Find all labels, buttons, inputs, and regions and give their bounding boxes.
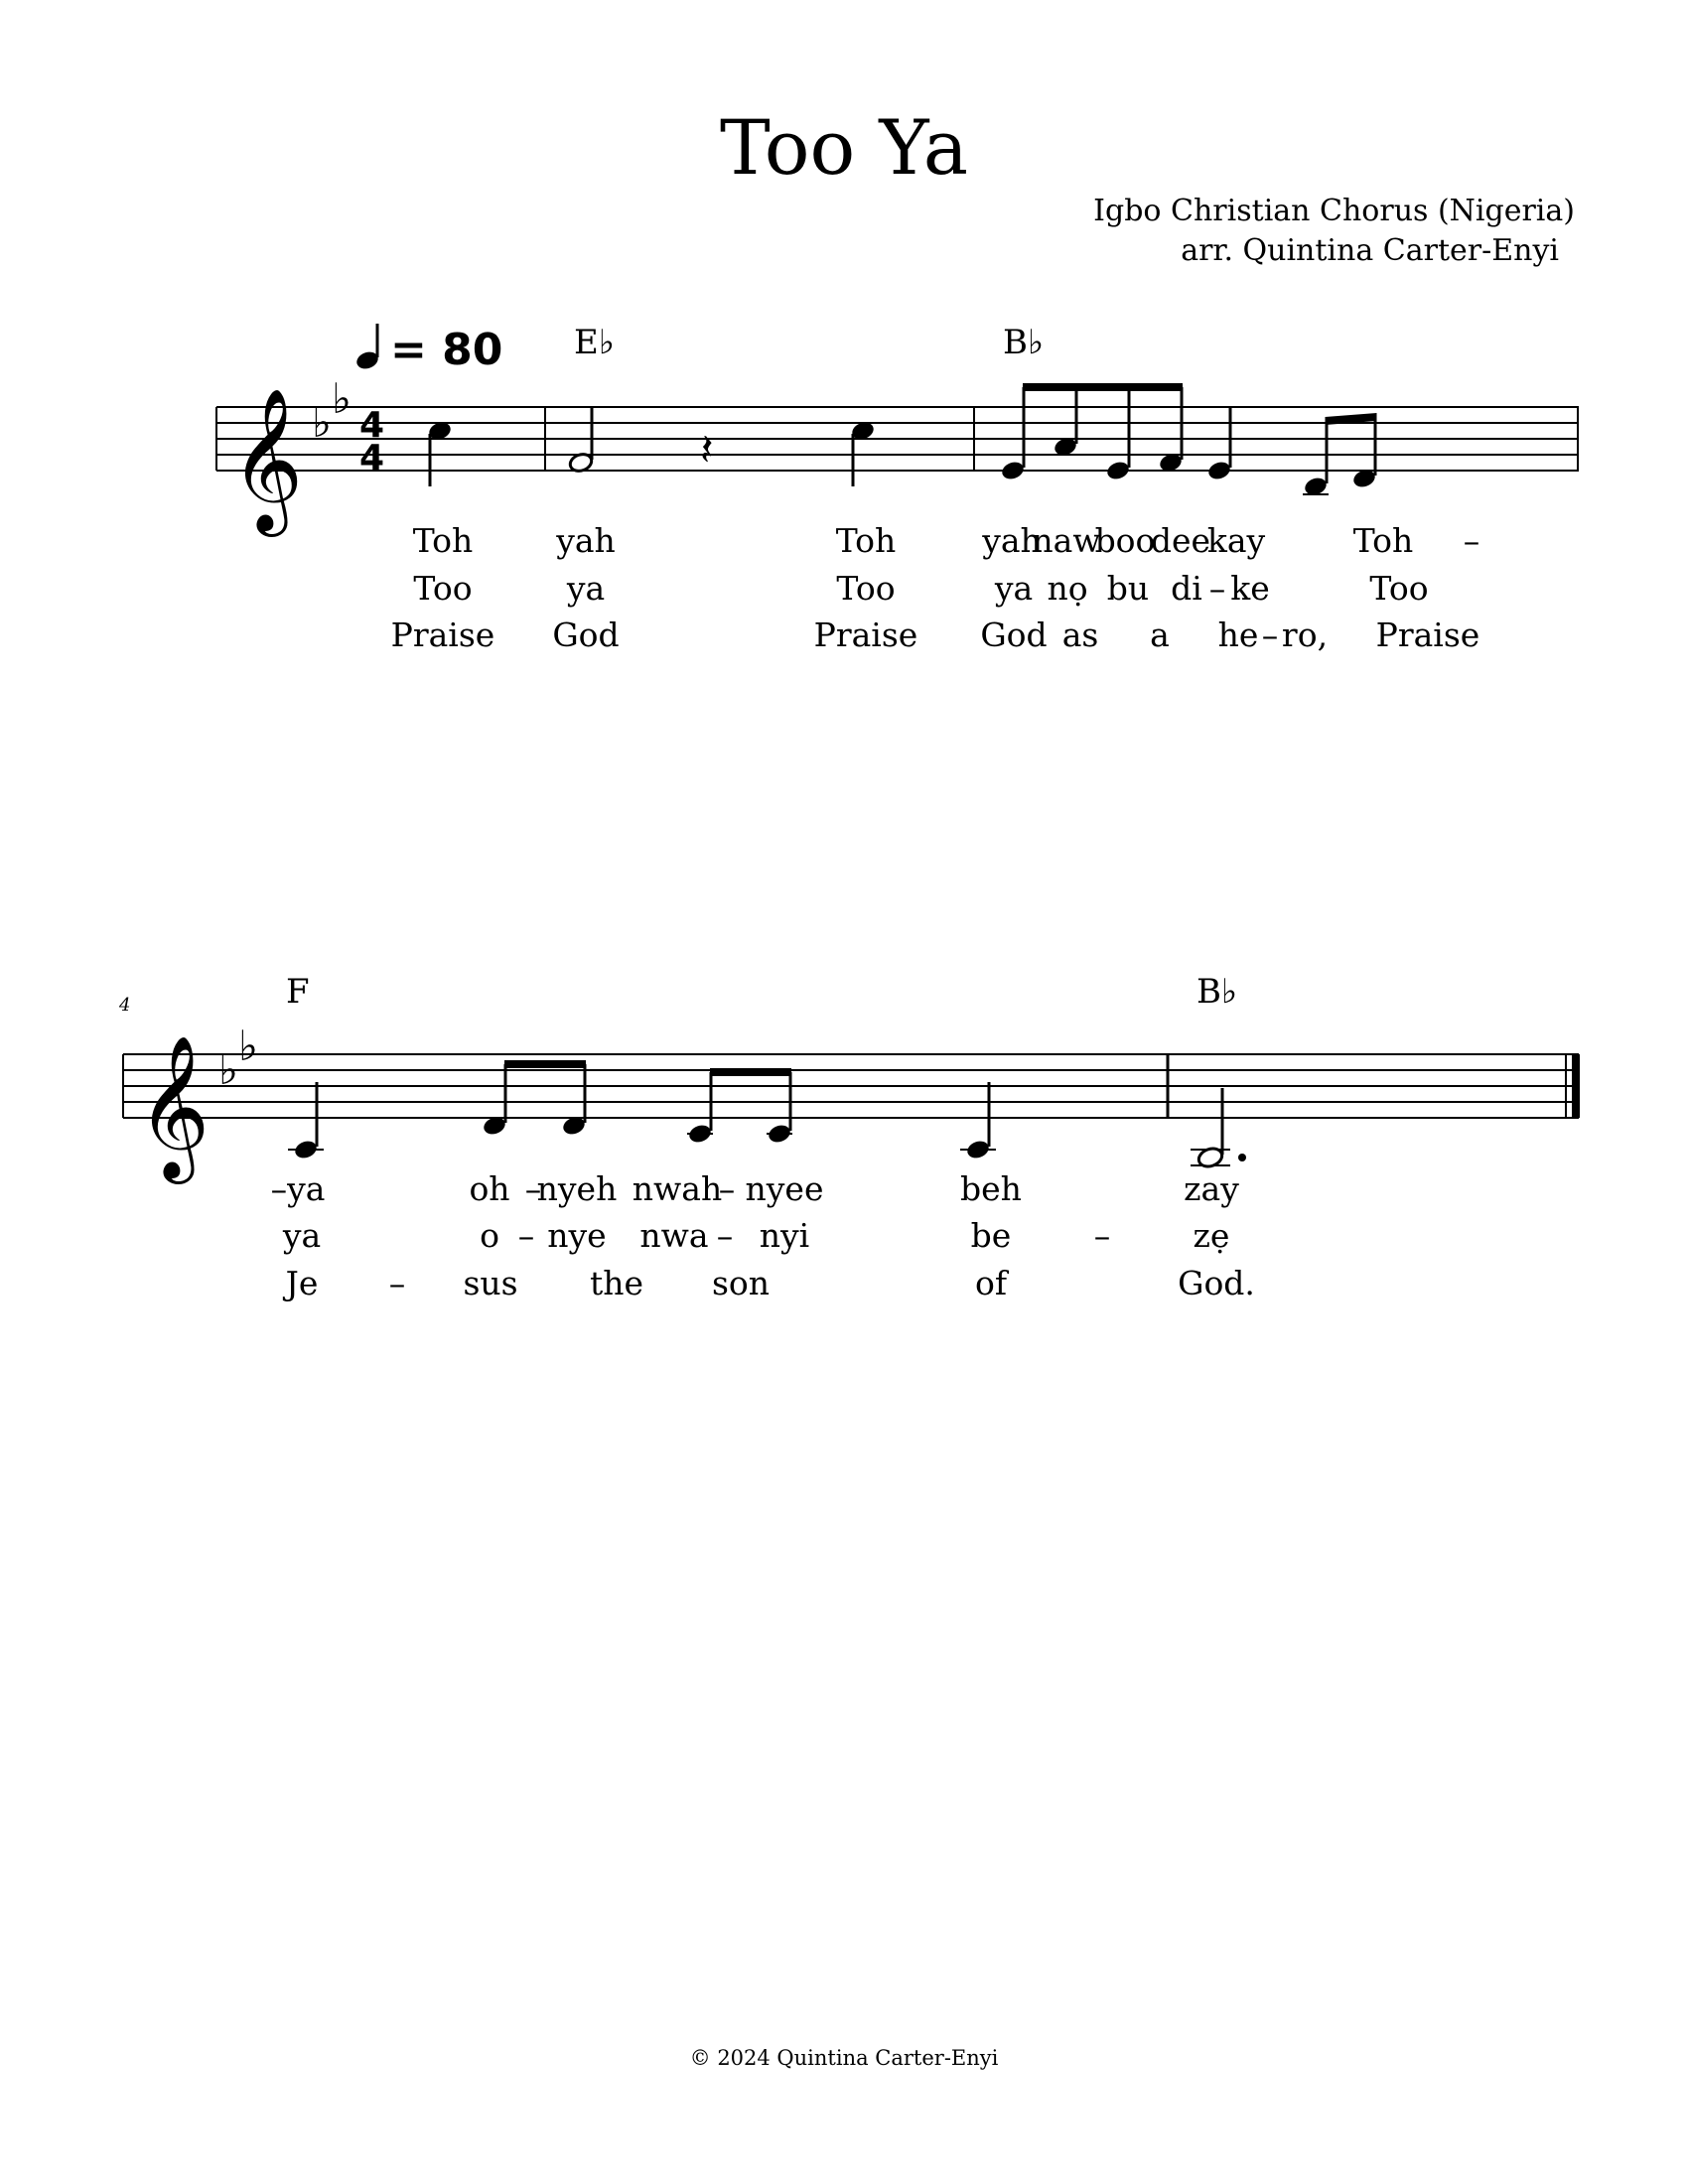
staff-system-2 bbox=[123, 1054, 1580, 1118]
lyric-syllable: yah bbox=[556, 521, 616, 560]
lyric-syllable: he bbox=[1217, 615, 1259, 654]
lyric-syllable: nwa bbox=[639, 1216, 709, 1255]
treble-clef-icon: 𝄞 bbox=[137, 1035, 211, 1178]
lyric-hyphen: – bbox=[1208, 569, 1226, 608]
lyric-syllable: beh bbox=[960, 1169, 1022, 1208]
lyric-syllable: zay bbox=[1184, 1169, 1239, 1208]
lyric-syllable: Too bbox=[1369, 569, 1429, 608]
lyric-verse-3 bbox=[391, 615, 1480, 654]
lyric-syllable: sus bbox=[463, 1264, 518, 1302]
lyric-syllable: o bbox=[480, 1216, 499, 1255]
lyric-syllable: Too bbox=[836, 569, 896, 608]
lyrics-system-1 bbox=[391, 521, 1480, 654]
lyric-syllable: be bbox=[970, 1216, 1012, 1255]
lyric-verse-3 bbox=[283, 1264, 1255, 1302]
lyric-syllable: of bbox=[974, 1264, 1008, 1302]
lyric-syllable: nwah bbox=[632, 1169, 723, 1208]
song-title: Too Ya bbox=[719, 103, 969, 192]
lyric-syllable: nyee bbox=[745, 1169, 824, 1208]
lyric-hyphen: – bbox=[718, 1169, 736, 1208]
beamed-eighth-group bbox=[1000, 383, 1184, 481]
composer-credit: Igbo Christian Chorus (Nigeria) bbox=[1093, 194, 1575, 228]
lyric-syllable: the bbox=[589, 1264, 644, 1302]
note bbox=[1191, 1088, 1246, 1169]
notes-system-2 bbox=[288, 1060, 1246, 1169]
note bbox=[568, 407, 594, 474]
lyric-hyphen: – bbox=[1093, 1216, 1111, 1255]
lyric-syllable: bu bbox=[1106, 569, 1150, 608]
flat-icon: ♭ bbox=[238, 1022, 258, 1070]
note bbox=[850, 420, 876, 486]
quarter-rest-icon: 𝄽 bbox=[700, 425, 714, 476]
lyric-syllable: Toh bbox=[1352, 521, 1414, 560]
lyric-syllable: Praise bbox=[1375, 615, 1480, 654]
note bbox=[288, 1082, 324, 1160]
lyric-hyphen: – bbox=[716, 1216, 734, 1255]
lyric-syllable: God bbox=[552, 615, 620, 654]
lyric-hyphen: – bbox=[524, 1169, 542, 1208]
lyric-hyphen: – bbox=[517, 1216, 535, 1255]
svg-text:4: 4 bbox=[359, 405, 385, 446]
chord-symbol: B♭ bbox=[1196, 972, 1238, 1012]
lyric-syllable: boo bbox=[1094, 521, 1156, 560]
lyric-syllable: Too bbox=[413, 569, 473, 608]
lyric-syllable: Toh bbox=[412, 521, 474, 560]
lyric-syllable: son bbox=[711, 1264, 771, 1302]
lyrics-system-2 bbox=[271, 1169, 1255, 1302]
note bbox=[427, 420, 453, 486]
lyric-syllable: di bbox=[1171, 569, 1202, 608]
lyric-syllable: ke bbox=[1230, 569, 1270, 608]
copyright-notice: © 2024 Quintina Carter-Enyi bbox=[689, 2046, 999, 2070]
lyric-hyphen: – bbox=[1463, 521, 1480, 560]
lyric-hyphen: – bbox=[1261, 615, 1279, 654]
time-signature bbox=[359, 405, 384, 478]
note bbox=[1206, 407, 1232, 481]
lyric-syllable: a bbox=[1150, 615, 1170, 654]
lyric-syllable: nọ bbox=[1047, 569, 1088, 608]
arranger-credit: arr. Quintina Carter-Enyi bbox=[1181, 233, 1559, 268]
lyric-syllable: Je bbox=[285, 1264, 319, 1302]
flat-icon: ♭ bbox=[332, 374, 352, 423]
lyric-syllable: ya bbox=[994, 569, 1034, 608]
lyric-syllable: God. bbox=[1178, 1264, 1255, 1302]
beamed-eighth-group bbox=[482, 1060, 587, 1137]
measure-number: 4 bbox=[119, 995, 131, 1016]
lyric-syllable: nyeh bbox=[536, 1169, 618, 1208]
lyric-syllable: nyi bbox=[759, 1216, 810, 1255]
chord-symbol: F bbox=[286, 972, 310, 1012]
lyric-verse-1 bbox=[413, 521, 1480, 560]
lyric-syllable: –ya bbox=[270, 1169, 326, 1208]
lyric-syllable: Praise bbox=[390, 615, 495, 654]
lyric-syllable: oh bbox=[469, 1169, 510, 1208]
svg-text:4: 4 bbox=[359, 438, 385, 478]
flat-icon: ♭ bbox=[218, 1045, 238, 1094]
lyric-syllable: kay bbox=[1206, 521, 1266, 560]
beamed-eighth-group bbox=[687, 1068, 792, 1145]
lyric-syllable: ya bbox=[282, 1216, 322, 1255]
lyric-syllable: God bbox=[980, 615, 1048, 654]
note bbox=[960, 1082, 996, 1160]
lyric-syllable: nye bbox=[547, 1216, 607, 1255]
lyric-syllable: ya bbox=[566, 569, 606, 608]
chord-symbol: E♭ bbox=[574, 323, 615, 362]
lyric-syllable: zẹ bbox=[1193, 1216, 1230, 1255]
lyric-syllable: yah bbox=[982, 521, 1042, 560]
chord-symbol: B♭ bbox=[1003, 323, 1045, 362]
notes-system-1 bbox=[427, 383, 1377, 497]
tempo-marking bbox=[354, 324, 502, 375]
lyric-syllable: naw bbox=[1032, 521, 1101, 560]
lyric-syllable: ro, bbox=[1281, 615, 1329, 654]
tempo-text: = 80 bbox=[390, 325, 503, 375]
lyric-syllable: Praise bbox=[813, 615, 918, 654]
lyric-verse-2 bbox=[282, 1216, 1230, 1255]
flat-icon: ♭ bbox=[312, 398, 332, 447]
treble-clef-icon: 𝄞 bbox=[230, 388, 304, 531]
lyric-syllable: as bbox=[1061, 615, 1099, 654]
lyric-syllable: Toh bbox=[835, 521, 897, 560]
lyric-verse-1 bbox=[271, 1169, 1240, 1208]
lyric-verse-2 bbox=[413, 569, 1428, 608]
lyric-hyphen: – bbox=[388, 1264, 406, 1302]
lyric-syllable: dee bbox=[1150, 521, 1211, 560]
